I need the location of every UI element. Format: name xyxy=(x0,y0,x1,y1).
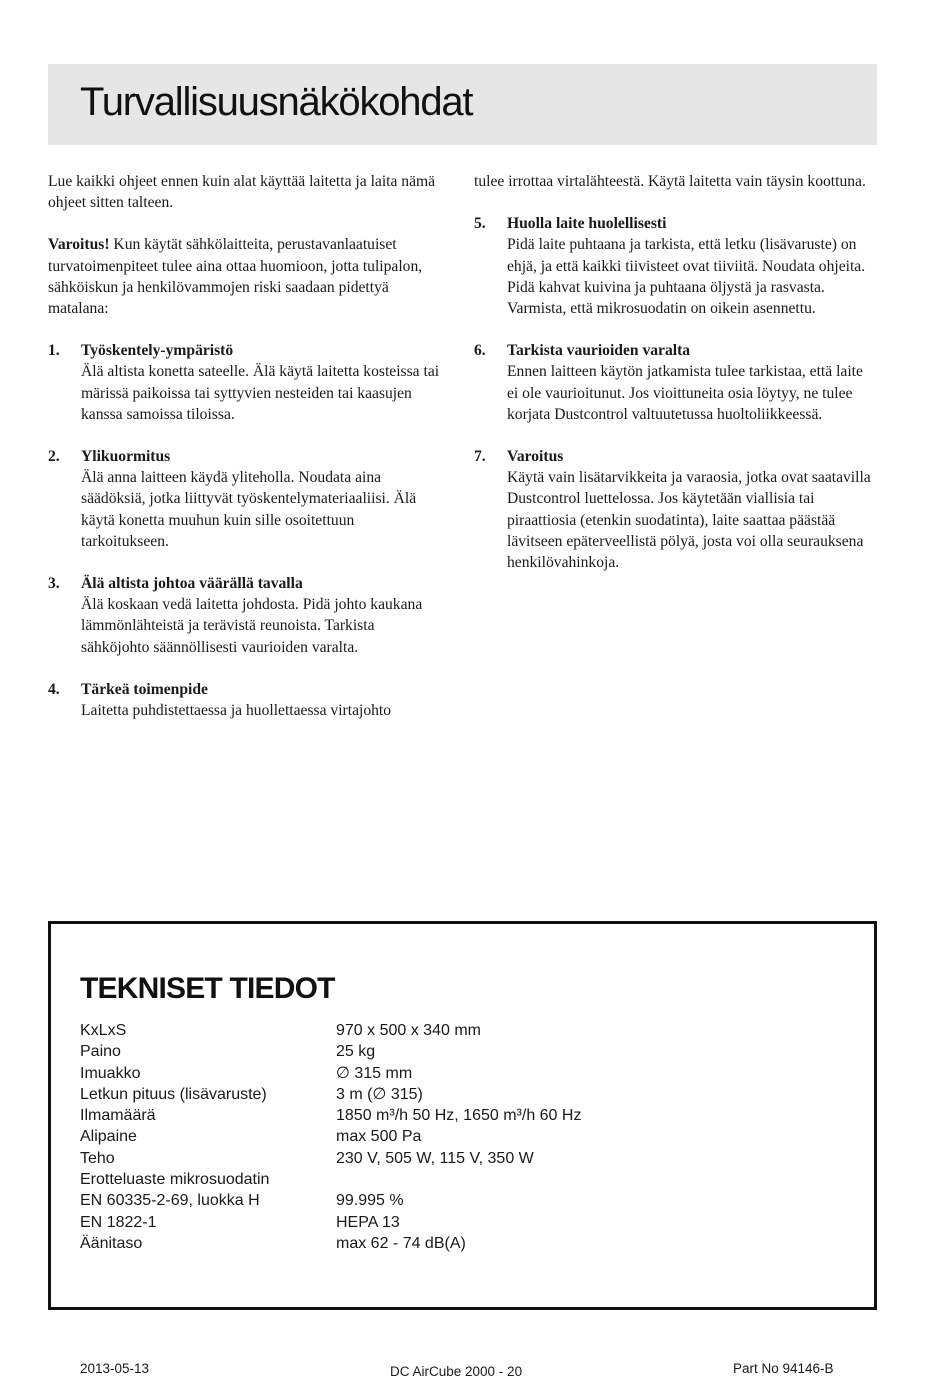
warning-text: Kun käytät sähkölaitteita, perustavanlaatuiset turvatoimenpiteet tulee aina ottaa huomioon, jotta tulipalon, sähköiskun ja henkilövammojen riski saadaan pidettyä matalana: xyxy=(48,236,423,318)
spec-row xyxy=(80,1041,581,1062)
spec-label: Alipaine xyxy=(80,1128,137,1146)
item-heading: Työskentely-ympäristö xyxy=(81,342,234,360)
item-4-continuation: tulee irrottaa virtalähteestä. Käytä laitetta vain täysin koottuna. xyxy=(474,173,866,190)
title-band xyxy=(48,64,877,145)
spec-value: 230 V, 505 W, 115 V, 350 W xyxy=(336,1149,534,1167)
safety-item xyxy=(48,679,443,721)
item-heading: Älä altista johtoa väärällä tavalla xyxy=(81,575,303,593)
right-column xyxy=(474,171,876,594)
spec-row xyxy=(80,1212,581,1233)
spec-row xyxy=(80,1233,581,1254)
item-number: 4. xyxy=(48,680,60,698)
spec-value: 25 kg xyxy=(336,1043,376,1061)
spec-row xyxy=(80,1084,581,1105)
spec-value: 3 m (∅ 315) xyxy=(336,1085,423,1103)
spec-value: 970 x 500 x 340 mm xyxy=(336,1022,481,1039)
spec-label: Erotteluaste mikrosuodatin xyxy=(80,1171,270,1189)
item-body: Älä anna laitteen käydä yliteholla. Noudata aina säädöksiä, jotka liittyvät työskentelymateriaaliisi. Älä käytä konetta muuhun kuin sille osoitettuun tarkoitukseen. xyxy=(81,469,417,550)
item-heading: Huolla laite huolellisesti xyxy=(507,215,667,233)
spec-row xyxy=(80,1148,581,1169)
spec-label: KxLxS xyxy=(80,1022,127,1039)
spec-row xyxy=(80,1063,581,1084)
item-number: 7. xyxy=(474,448,486,466)
spec-value: max 500 Pa xyxy=(336,1128,422,1146)
technical-data-box xyxy=(48,921,877,1310)
spec-row xyxy=(80,1169,581,1190)
item-body: Älä koskaan vedä laitetta johdosta. Pidä johto kaukana lämmönlähteistä ja terävistä reunoista. Tarkista sähköjohto säännöllisesti vaurioiden varalta. xyxy=(81,596,423,656)
spec-value: 1850 m³/h 50 Hz, 1650 m³/h 60 Hz xyxy=(336,1107,582,1125)
item-number: 3. xyxy=(48,575,60,593)
safety-item xyxy=(474,213,876,319)
spec-label: Ilmamäärä xyxy=(80,1107,156,1125)
spec-row xyxy=(80,1190,581,1211)
item-number: 1. xyxy=(48,342,60,360)
item-heading: Varoitus xyxy=(507,448,564,466)
footer-part-number: Part No 94146-B xyxy=(733,1361,834,1376)
safety-item xyxy=(474,446,876,573)
intro-paragraph: Lue kaikki ohjeet ennen kuin alat käyttää laitetta ja laita nämä ohjeet sitten talteen. xyxy=(48,173,436,212)
left-column xyxy=(48,171,443,742)
item-heading: Tarkista vaurioiden varalta xyxy=(507,342,691,360)
spec-row xyxy=(80,1126,581,1147)
item-body: Käytä vain lisätarvikkeita ja varaosia, jotka ovat saatavilla Dustcontrol luettelossa. Jos käytetään viallisia tai piraattiosia (etenkin suodatinta), laite saattaa päästää lävitseen epäterveellistä pölyä, josta voi olla seurauksena henkilövahinkoja. xyxy=(507,469,871,572)
item-body: Ennen laitteen käytön jatkamista tulee tarkistaa, että laite ei ole vaurioitunut. Jos vioittuneita osia löytyy, ne tulee korjata Dustcontrol valtuutetussa huoltoliikkeessä. xyxy=(507,363,863,423)
footer-document-title: DC AirCube 2000 - 20 xyxy=(390,1364,523,1379)
footer-date: 2013-05-13 xyxy=(80,1361,150,1376)
safety-item xyxy=(474,340,876,425)
item-heading: Ylikuormitus xyxy=(81,448,171,466)
spec-label: Teho xyxy=(80,1149,115,1167)
spec-label: Imuakko xyxy=(80,1064,141,1082)
spec-table xyxy=(80,1020,581,1254)
page-title: Turvallisuusnäkökohdat xyxy=(80,80,473,124)
spec-row xyxy=(80,1105,581,1126)
item-number: 6. xyxy=(474,342,486,360)
item-body: Laitetta puhdistettaessa ja huollettaessa virtajohto xyxy=(81,702,392,720)
spec-value: 99.995 % xyxy=(336,1192,404,1210)
tech-title: TEKNISET TIEDOT xyxy=(80,972,335,1005)
spec-label: EN 60335-2-69, luokka H xyxy=(80,1192,260,1210)
item-body: Älä altista konetta sateelle. Älä käytä laitetta kosteissa tai märissä paikoissa tai syttyvien nesteiden tai kaasujen kanssa samoissa tiloissa. xyxy=(81,363,440,423)
item-heading: Tärkeä toimenpide xyxy=(81,680,208,698)
safety-item xyxy=(48,573,443,658)
spec-label: Letkun pituus (lisävaruste) xyxy=(80,1085,267,1103)
item-number: 5. xyxy=(474,215,486,233)
spec-label: Äänitaso xyxy=(80,1234,143,1252)
spec-value: ∅ 315 mm xyxy=(336,1064,413,1082)
spec-row xyxy=(80,1020,581,1041)
spec-label: EN 1822-1 xyxy=(80,1213,157,1231)
warning-label: Varoitus! xyxy=(48,236,110,254)
item-number: 2. xyxy=(48,448,60,466)
safety-item xyxy=(48,446,443,552)
spec-label: Paino xyxy=(80,1043,121,1061)
warning-paragraph xyxy=(48,234,443,319)
spec-value: max 62 - 74 dB(A) xyxy=(336,1234,466,1252)
safety-item xyxy=(48,340,443,425)
item-body: Pidä laite puhtaana ja tarkista, että letku (lisävaruste) on ehjä, ja että kaikki tiivisteet ovat tiiviitä. Noudata ohjeita. Pidä kahvat kuivina ja puhtaana öljystä ja rasvasta. Varmista, että mikrosuodatin on oikein asennettu. xyxy=(507,236,866,318)
spec-value: HEPA 13 xyxy=(336,1213,400,1231)
